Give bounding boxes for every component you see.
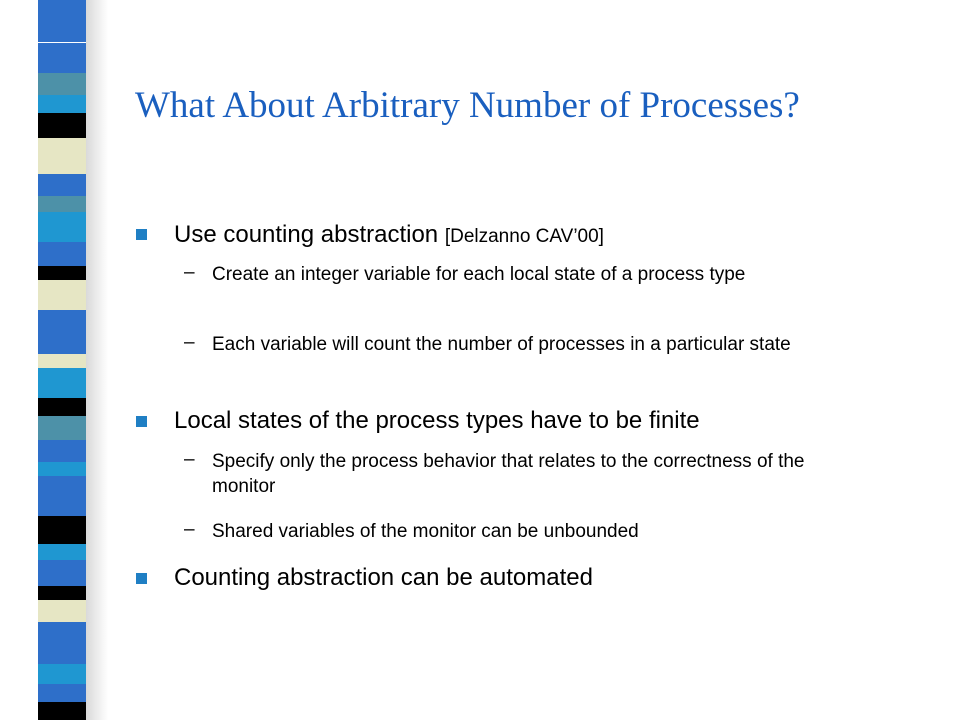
slide-title: What About Arbitrary Number of Processes? bbox=[135, 85, 800, 126]
sub-bullet-2-2: Shared variables of the monitor can be unbounded bbox=[212, 521, 639, 542]
sub-bullet-dash: – bbox=[184, 262, 195, 283]
sub-bullet-dash: – bbox=[184, 332, 195, 353]
bullet-1-text: Use counting abstraction bbox=[174, 221, 445, 248]
sub-bullet-1-2: Each variable will count the number of processes in a particular state bbox=[212, 334, 791, 355]
sub-bullet-1-1: Create an integer variable for each local state of a process type bbox=[212, 264, 746, 285]
sub-bullet-dash: – bbox=[184, 519, 195, 540]
bullet-square-icon bbox=[136, 573, 147, 584]
sub-bullet-2-1: Specify only the process behavior that relates to the correctness of the monitor bbox=[212, 451, 805, 497]
bullet-1-citation: [Delzanno CAV’00] bbox=[444, 226, 604, 247]
bullet-square-icon bbox=[136, 416, 147, 427]
bullet-1 bbox=[174, 221, 604, 249]
bullet-3: Counting abstraction can be automated bbox=[174, 564, 593, 591]
sub-bullet-dash: – bbox=[184, 449, 195, 470]
bullet-square-icon bbox=[136, 229, 147, 240]
bullet-2: Local states of the process types have to be finite bbox=[174, 407, 700, 434]
